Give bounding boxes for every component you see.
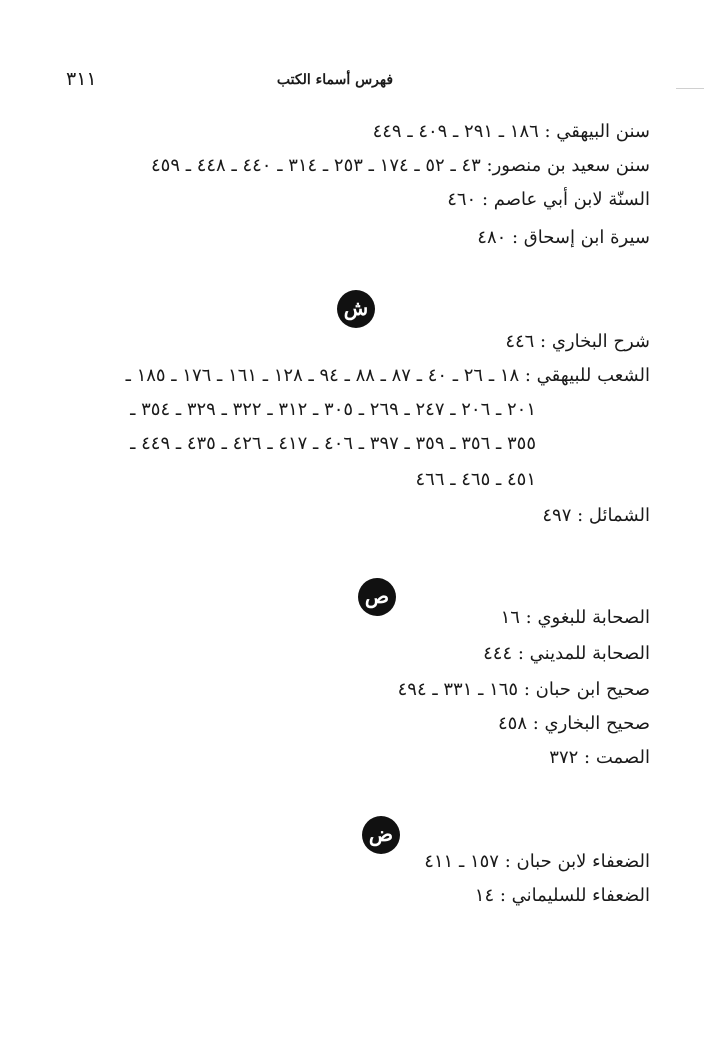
index-entry: الصحابة للمديني : ٤٤٤ bbox=[483, 643, 650, 664]
index-entry-continuation: ٣٥٥ ـ ٣٥٦ ـ ٣٥٩ ـ ٣٩٧ ـ ٤٠٦ ـ ٤١٧ ـ ٤٢٦ ـ ٤٣٥ ـ ٤٤٩ ـ bbox=[130, 433, 536, 454]
index-entry: الشعب للبيهقي : ١٨ ـ ٢٦ ـ ٤٠ ـ ٨٧ ـ ٨٨ ـ ٩٤ ـ ١٢٨ ـ ١٦١ ـ ١٧٦ ـ ١٨٥ ـ bbox=[125, 365, 650, 386]
index-entry: صحيح البخاري : ٤٥٨ bbox=[497, 713, 650, 734]
header-rule bbox=[676, 88, 704, 89]
index-entry: سنن البيهقي : ١٨٦ ـ ٢٩١ ـ ٤٠٩ ـ ٤٤٩ bbox=[372, 121, 650, 142]
index-entry-continuation: ٢٠١ ـ ٢٠٦ ـ ٢٤٧ ـ ٢٦٩ ـ ٣٠٥ ـ ٣١٢ ـ ٣٢٢ ـ ٣٢٩ ـ ٣٥٤ ـ bbox=[130, 399, 536, 420]
index-entry-continuation: ٤٥١ ـ ٤٦٥ ـ ٤٦٦ bbox=[415, 469, 536, 490]
index-entry: صحيح ابن حبان : ١٦٥ ـ ٣٣١ ـ ٤٩٤ bbox=[397, 679, 650, 700]
index-entry: شرح البخاري : ٤٤٦ bbox=[505, 331, 650, 352]
index-entry: الصحابة للبغوي : ١٦ bbox=[500, 607, 650, 628]
running-header-title: فهرس أسماء الكتب bbox=[276, 72, 394, 88]
letter-heading-sad: ص bbox=[358, 578, 396, 616]
letter-heading-shin: ش bbox=[337, 290, 375, 328]
letter-heading-dad: ض bbox=[362, 816, 400, 854]
index-entry: الضعفاء للسليماني : ١٤ bbox=[474, 885, 650, 906]
index-entry: الضعفاء لابن حبان : ١٥٧ ـ ٤١١ bbox=[424, 851, 650, 872]
index-entry: سنن سعيد بن منصور: ٤٣ ـ ٥٢ ـ ١٧٤ ـ ٢٥٣ ـ ٣١٤ ـ ٤٤٠ ـ ٤٤٨ ـ ٤٥٩ bbox=[150, 155, 650, 176]
index-entry: الصمت : ٣٧٢ bbox=[549, 747, 650, 768]
page-number: ٣١١ bbox=[66, 68, 97, 90]
index-entry: الشمائل : ٤٩٧ bbox=[542, 505, 650, 526]
index-entry: سيرة ابن إسحاق : ٤٨٠ bbox=[477, 227, 650, 248]
index-entry: السنّة لابن أبي عاصم : ٤٦٠ bbox=[447, 189, 650, 210]
